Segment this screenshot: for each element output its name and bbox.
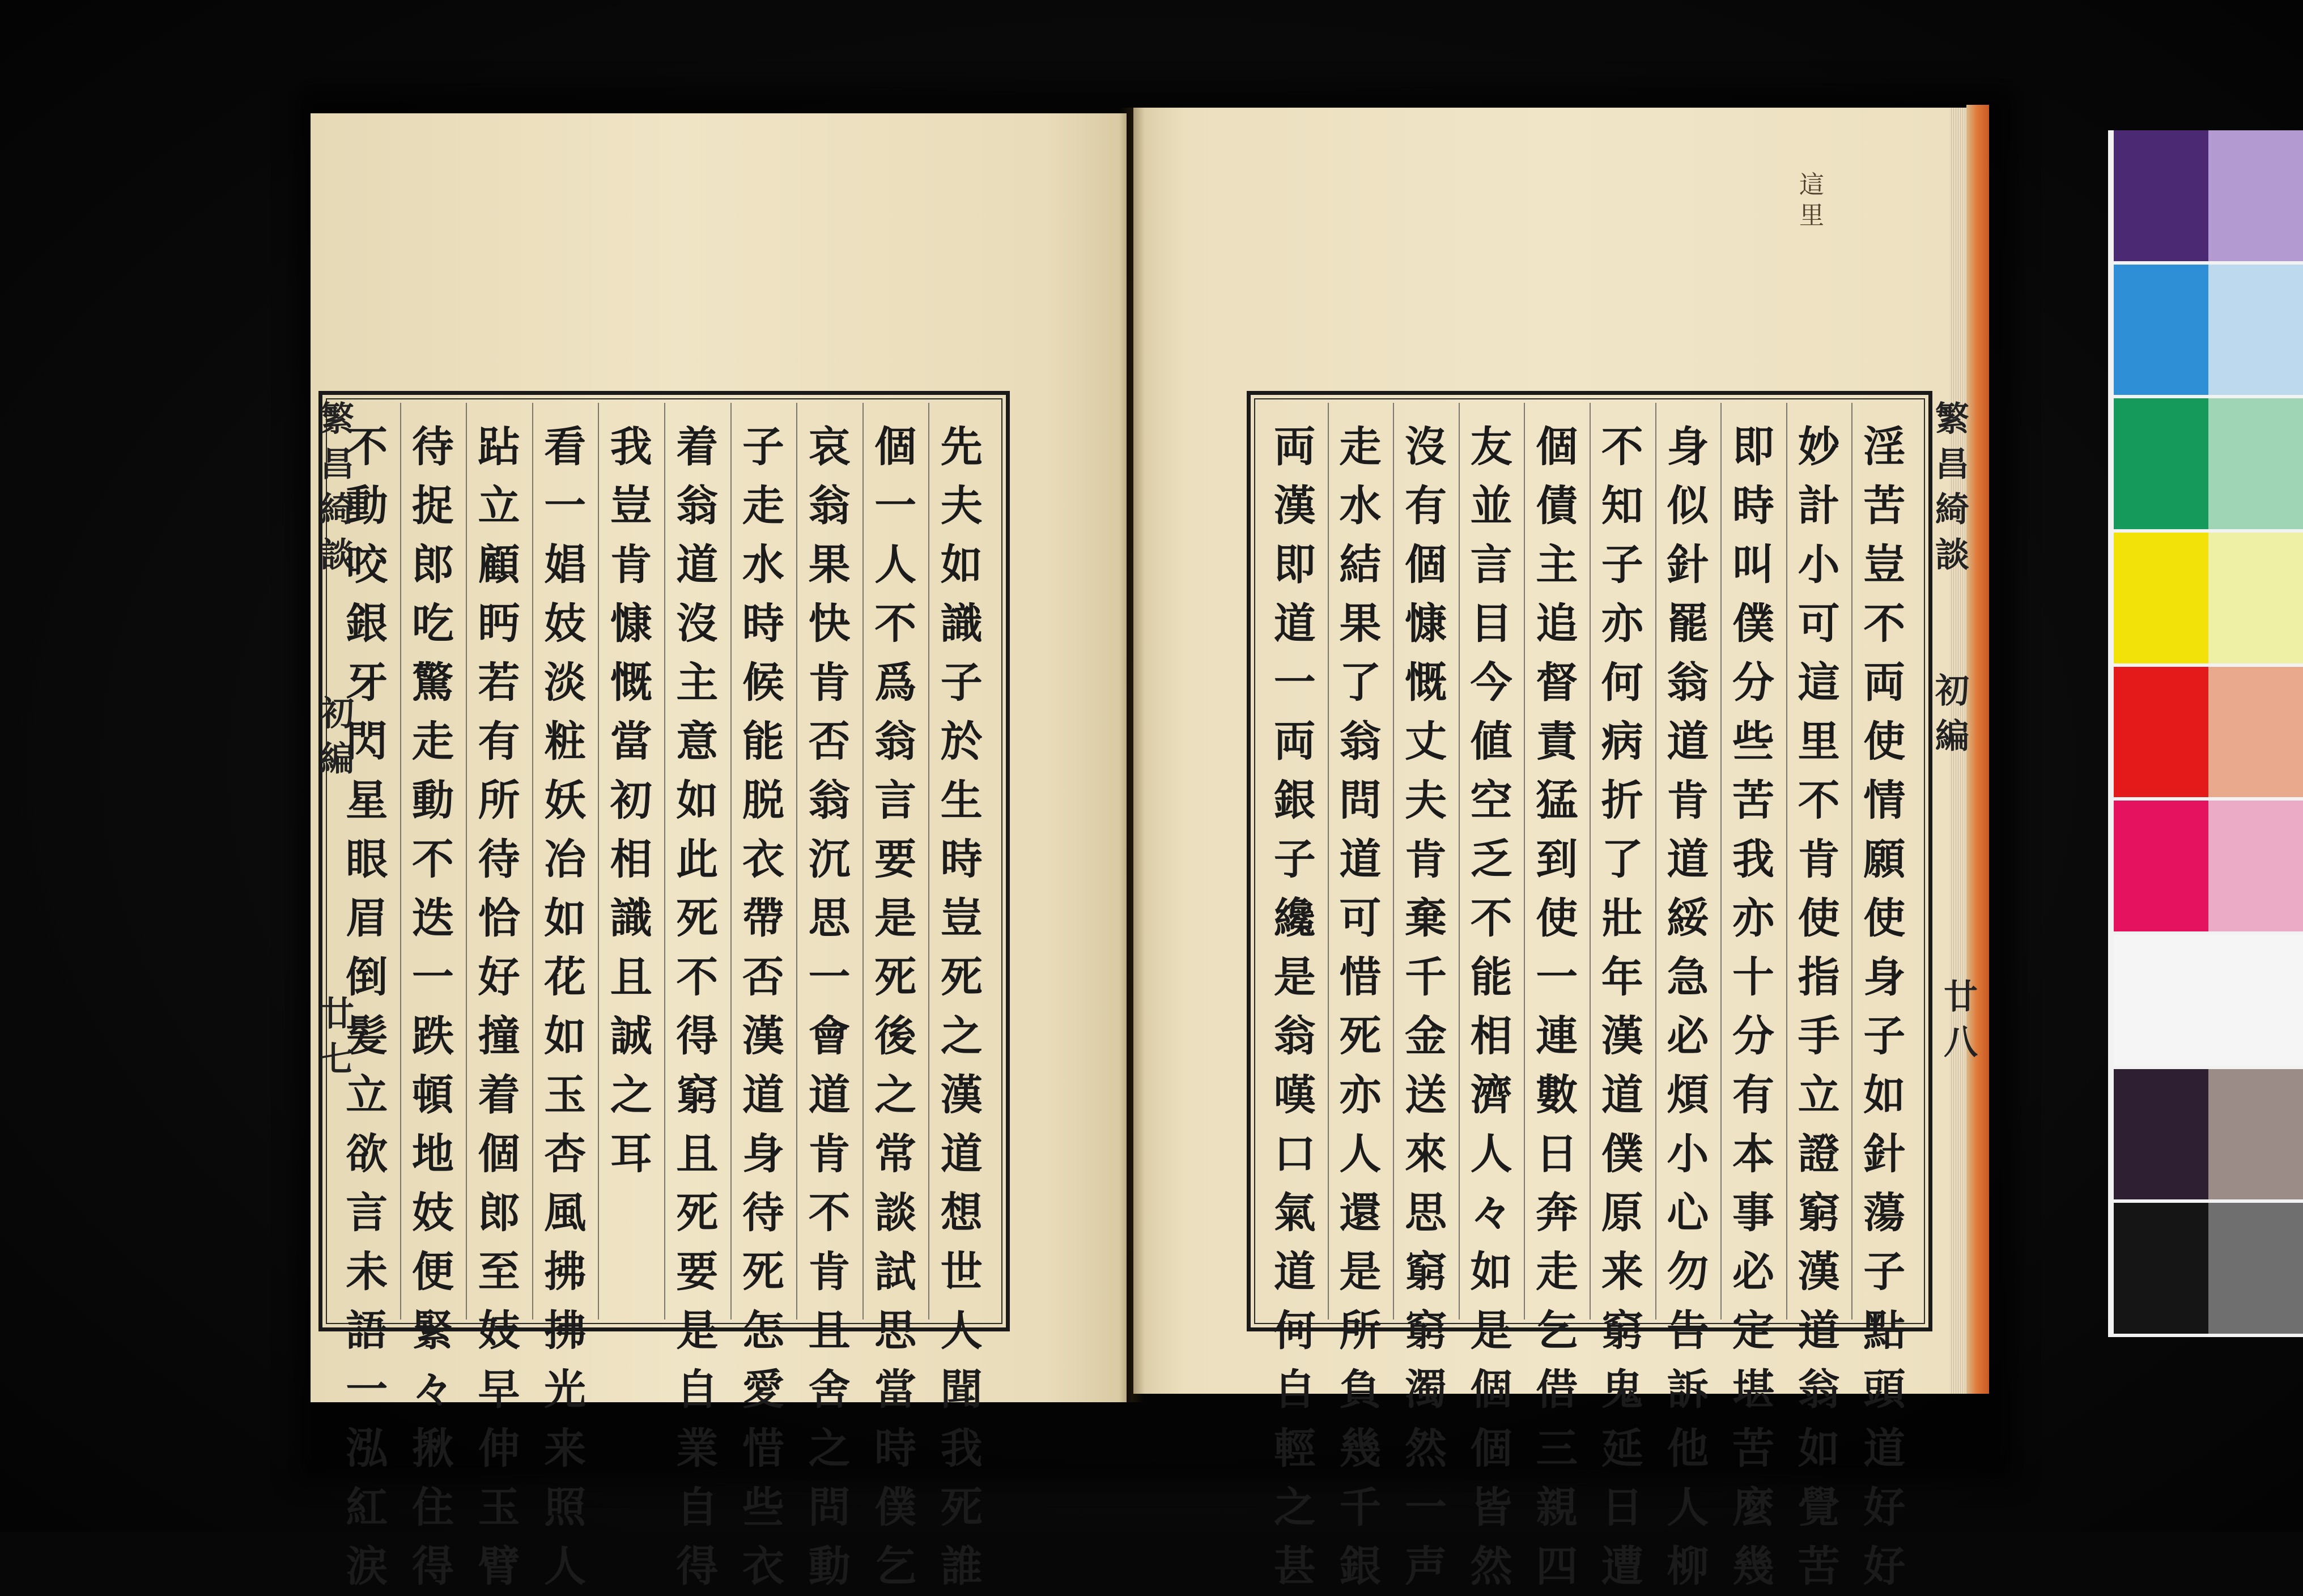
book-gutter [1119, 108, 1145, 1402]
left-margin-title: 繁 昌 綺 談 [320, 399, 354, 575]
right_page-column-6: 個 債 主 追 督 責 猛 到 使 一 連 數 日 奔 走 乞 借 三 親 四 [1536, 423, 1578, 1591]
right_page-column-4: 身 似 針 罷 翁 道 肯 道 綏 急 必 煩 小 心 勿 告 訴 他 人 柳 [1667, 423, 1709, 1591]
right_page-column-3: 即 時 叫 僕 分 些 苦 我 亦 十 分 有 本 事 必 定 堪 苦 麼 幾 [1732, 423, 1774, 1591]
left_page-column-5: 着 翁 道 沒 主 意 如 此 死 不 得 窮 且 死 要 是 自 業 自 得 [676, 423, 719, 1591]
left_page-column-4: 子 走 水 時 候 能 脱 衣 帶 否 漢 道 身 待 死 怎 愛 惜 些 衣 [742, 423, 784, 1591]
left_page-column-2: 個 一 人 不 爲 翁 言 要 是 死 後 之 常 談 試 思 當 時 僕 乞 [874, 423, 917, 1591]
color-swatch-1 [2114, 130, 2303, 261]
right_page-column-9: 走 水 結 果 了 翁 問 道 可 惜 死 亦 人 還 是 所 負 幾 千 銀 [1339, 423, 1382, 1591]
right_page-column-10: 両 漢 即 道 一 両 銀 子 纔 是 翁 嘆 口 氣 道 何 自 輕 之 甚 [1273, 423, 1316, 1591]
color-swatch-9 [2114, 1203, 2303, 1334]
right_page-column-2: 妙 計 小 可 這 里 不 肯 使 指 手 立 證 窮 漢 道 翁 如 覺 苦 [1798, 423, 1840, 1591]
color-calibration-chart [2108, 130, 2303, 1337]
left_page-column-8: 跕 立 顧 眄 若 有 所 待 恰 好 撞 着 個 郎 至 妓 早 伸 玉 臂 [478, 423, 520, 1591]
right-margin-folio: 廿 八 [1944, 977, 1978, 1062]
right-margin-title: 繁 昌 綺 談 [1935, 399, 1969, 575]
left_page-column-9: 待 捉 郎 吃 驚 走 動 不 迭 一 跌 頓 地 妓 便 緊 々 揪 住 得 [411, 423, 454, 1591]
right_page-column-8: 沒 有 個 慷 慨 丈 夫 肯 棄 千 金 送 來 思 窮 窮 濁 然 一 声 [1405, 423, 1447, 1591]
left_page-column-1: 先 夫 如 識 子 於 生 時 豈 死 之 漢 道 想 世 人 聞 我 死 誰 [940, 423, 983, 1591]
left-text-frame [318, 391, 1010, 1591]
right-text-frame [1247, 391, 1932, 1591]
left-margin-volume: 初 編 [320, 694, 354, 779]
left-margin-folio: 廿 七 [320, 994, 354, 1079]
color-swatch-2 [2114, 265, 2303, 395]
color-swatch-3 [2114, 398, 2303, 529]
left_page-column-6: 我 豈 肯 慷 慨 當 初 相 識 且 誠 之 耳 [610, 423, 652, 1178]
right_page-column-1: 淫 苦 豈 不 両 使 情 願 使 身 子 如 針 蕩 子 點 頭 道 好 好 [1863, 423, 1906, 1591]
right-margin-volume: 初 編 [1935, 671, 1969, 756]
color-swatch-4 [2114, 533, 2303, 663]
left_page-column-3: 哀 翁 果 快 肯 否 翁 沉 思 一 會 道 肯 不 肯 且 舍 之 問 動 [808, 423, 851, 1591]
left_page-column-10: 不 動 咬 銀 牙 閃 星 眼 眉 倒 髪 立 欲 言 未 語 一 泓 紅 涙 [346, 423, 388, 1591]
pencil-note: 這 里 [1799, 171, 1824, 230]
book-fore-edge [1966, 105, 1989, 1394]
color-swatch-5 [2114, 667, 2303, 798]
color-swatch-7 [2114, 935, 2303, 1066]
color-swatch-6 [2114, 801, 2303, 931]
right_page-column-7: 友 並 言 目 今 値 空 乏 不 能 相 濟 人 々 如 是 個 個 皆 然 [1470, 423, 1512, 1591]
right_page-column-5: 不 知 子 亦 何 病 折 了 壯 年 漢 道 僕 原 来 窮 鬼 延 日 遭 [1601, 423, 1643, 1591]
left_page-column-7: 看 一 娼 妓 淡 粧 妖 冶 如 花 如 玉 杏 風 拂 拂 光 来 照 人 [544, 423, 587, 1591]
color-swatch-8 [2114, 1069, 2303, 1200]
